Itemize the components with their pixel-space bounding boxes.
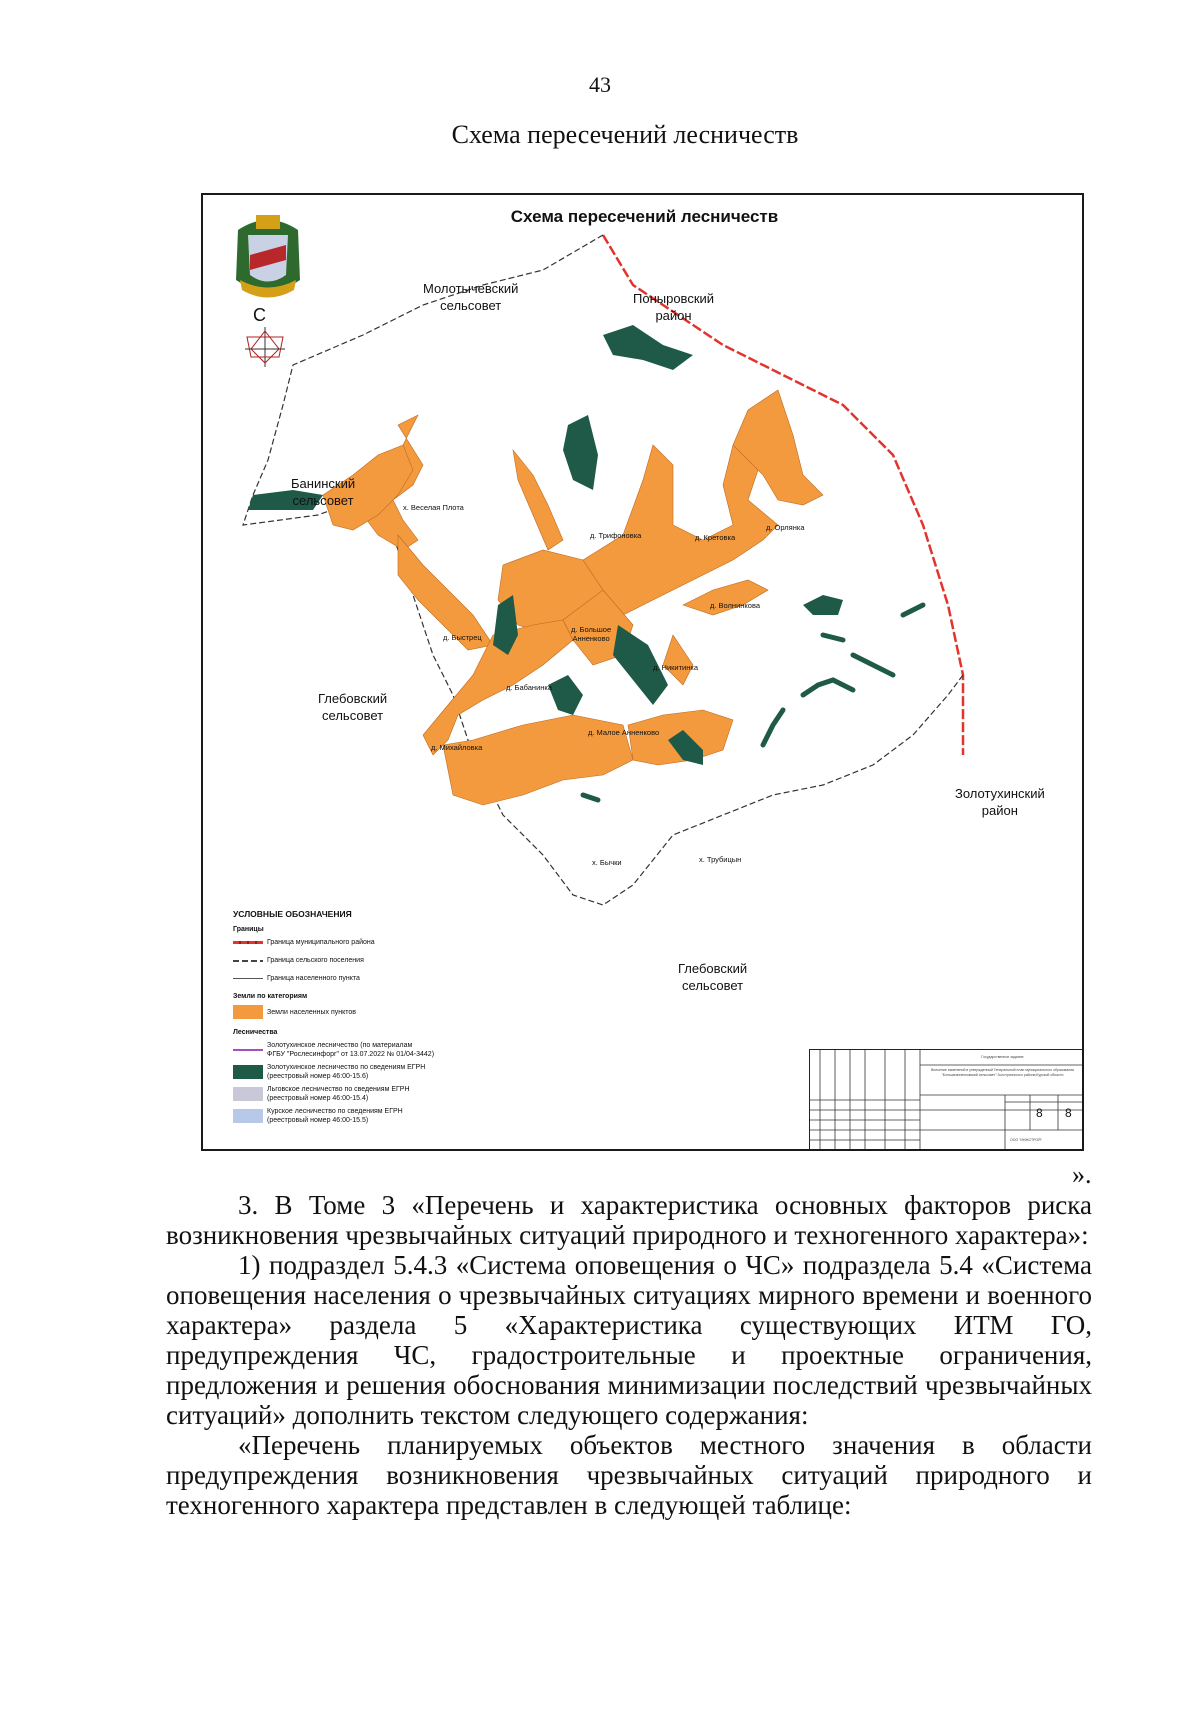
page-heading: Схема пересечений лесничеств [451, 120, 799, 149]
map-legend [233, 910, 463, 1129]
village-label: х. Бычки [592, 858, 622, 867]
forestry-map [201, 193, 1084, 1151]
stamp-header: Государственное задание [981, 1055, 1024, 1059]
region-label-glebovsky-south: Глебовский сельсовет [678, 961, 748, 993]
legend-item: Льговское лесничество по сведениям ЕГРН (реестровый номер 46:00-15.4) [233, 1085, 463, 1103]
title-block-stamp [809, 1049, 1084, 1151]
map-title: Схема пересечений лесничеств [510, 207, 779, 226]
paragraph: 3. В Томе 3 «Перечень и характеристика основных факторов риска возникновения чрезвычайных ситуаций природного и техногенного характера»: [166, 1190, 1092, 1250]
village-label: д. Трифоновка [590, 531, 642, 540]
coat-of-arms-icon [236, 215, 300, 298]
closing-quote: ». [1072, 1160, 1092, 1189]
village-label: д. Орлянка [766, 523, 805, 532]
page-number: 43 [589, 72, 611, 97]
stamp-org: ООО "ИНЖСТРОЙ" [1010, 1138, 1042, 1142]
north-letter: С [253, 305, 266, 325]
legend-forestries-header: Лесничества [233, 1029, 278, 1036]
legend-item: Золотухинское лесничество (по материалам ФГБУ "Рослесинфорг" от 13.07.2022 № 01/04-3442) [233, 1041, 463, 1059]
legend-title: УСЛОВНЫЕ ОБОЗНАЧЕНИЯ [233, 909, 352, 919]
legend-borders-header: Границы [233, 926, 264, 933]
stamp-sheet: 8 [1036, 1106, 1043, 1120]
village-label: д. Быстрец [443, 633, 482, 642]
legend-item: Курское лесничество по сведениям ЕГРН (реестровый номер 46:00-15.5) [233, 1107, 463, 1125]
legend-item: Граница муниципального района [233, 938, 463, 947]
village-label: х. Веселая Плота [403, 503, 464, 512]
village-label: д. Кретовка [695, 533, 736, 542]
legend-item: Граница населенного пункта [233, 974, 463, 983]
village-label: д. Малое Анненково [588, 728, 660, 737]
legend-categories-header: Земли по категориям [233, 993, 308, 1000]
stamp-grid [810, 1050, 1084, 1151]
region-label-zolotukhinsky: Золотухинский район [955, 786, 1045, 818]
village-label: д. Бабанинка [506, 683, 553, 692]
stamp-work-title: Внесение изменений в утвержденный Генеральный план муниципального образования "Большеанненковский сельсовет" Золотухинского района Курской области [931, 1068, 1074, 1077]
village-label: д. Никитинка [653, 663, 699, 672]
stamp-sheets: 8 [1065, 1106, 1072, 1120]
legend-item: Граница сельского поселения [233, 956, 463, 965]
body-text [166, 1190, 1092, 1520]
region-label-glebovsky-west: Глебовский сельсовет [318, 691, 388, 723]
village-label: д. Большое Анненково [571, 625, 612, 643]
region-label-ponyrovsky: Поныровский район [633, 291, 715, 323]
paragraph: «Перечень планируемых объектов местного значения в области предупреждения возникновения чрезвычайных ситуаций природного и техногенного характера представлен в следующей таблице: [166, 1430, 1092, 1520]
paragraph: 1) подраздел 5.4.3 «Система оповещения о ЧС» подраздела 5.4 «Система оповещения населения о чрезвычайных ситуациях мирного времени и военного характера» раздела 5 «Характеристика существующих ИТМ ГО, предупреждения ЧС, градостроительные и проектные ограничения, предложения и решения обоснования минимизации последствий чрезвычайных ситуаций» дополнить текстом следующего содержания: [166, 1250, 1092, 1430]
legend-item: Золотухинское лесничество по сведениям ЕГРН (реестровый номер 46:00-15.6) [233, 1063, 463, 1081]
legend-item: Земли населенных пунктов [233, 1005, 463, 1019]
compass-rose-icon [245, 327, 285, 367]
village-label: д. Волнинкова [710, 601, 761, 610]
village-label: х. Трубицын [699, 855, 742, 864]
region-label-molotychevsky: Молотычевский сельсовет [423, 281, 519, 313]
village-label: д. Михайловка [431, 743, 483, 752]
region-label-baninsky: Банинский сельсовет [291, 476, 356, 508]
